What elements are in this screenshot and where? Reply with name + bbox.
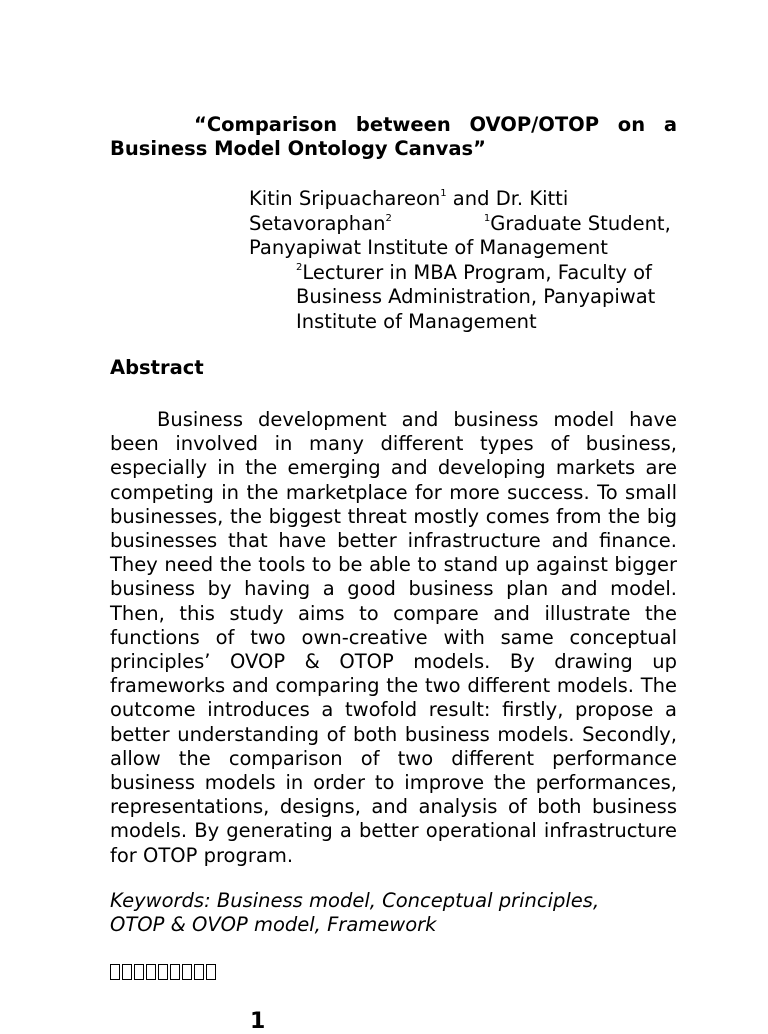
author-line-1: Kitin Sripuachareon$^1$ and Dr. Kitti — [249, 187, 569, 210]
affiliation-line-4: Institute of Management — [296, 309, 537, 333]
affiliation-line-3: Business Administration, Panyapiwat — [296, 285, 656, 308]
keywords-line-2: OTOP & OVOP model, Framework — [110, 913, 437, 936]
missing-glyph-box — [146, 964, 156, 980]
missing-glyph-box — [206, 964, 216, 980]
missing-glyph-box — [122, 964, 132, 980]
missing-glyph-box — [134, 964, 144, 980]
missing-glyph-box — [158, 964, 168, 980]
abstract-body: Business development and business model have been involved in many different types of business, especially in the emerging and developing markets are competing in the marketplace for more success. To small businesses, the biggest threat mostly comes from the big businesses that have better infrastructure and finance. They need the tools to be able to stand up against bigger business by having a good business plan and model. Then, this study aims to compare and illustrate the functions of two own-creative with same conceptual principles’ OVOP & OTOP models. By drawing up frameworks and comparing the two different models. The outcome introduces a twofold result: firstly, propose a better understanding of both business models. Secondly, allow the comparison of two different performance business models in order to improve the performances, representations, designs, and analysis of both business models. By generating a better operational infrastructure for OTOP program. — [110, 408, 677, 867]
abstract-heading: Abstract — [110, 356, 204, 379]
missing-glyph-box — [182, 964, 192, 980]
affiliation-line-1: Panyapiwat Institute of Management — [249, 236, 608, 259]
author-line-2: Setavoraphan$^2$ $^1$Graduate Student, — [249, 211, 671, 235]
keywords-line-1: Keywords: Business model, Conceptual principles, — [110, 889, 600, 912]
keywords — [110, 889, 677, 937]
missing-glyph-box — [110, 964, 120, 980]
missing-glyph-box — [170, 964, 180, 980]
paper-title: “Comparison between OVOP/OTOP on a Business Model Ontology Canvas” — [110, 113, 677, 160]
missing-glyph-boxes — [110, 964, 216, 980]
affiliation-line-2: $^2$Lecturer in MBA Program, Faculty of — [296, 260, 652, 284]
page-number: 1 — [250, 1009, 266, 1034]
missing-glyph-box — [194, 964, 204, 980]
author-block — [249, 187, 679, 334]
